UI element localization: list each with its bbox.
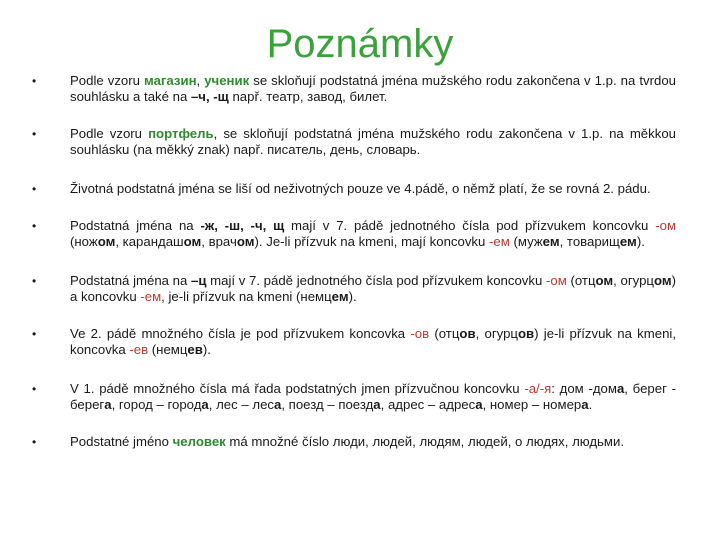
note-segment: -ом: [546, 273, 567, 288]
note-text: [70, 126, 676, 157]
note-segment: , лес – лес: [208, 397, 275, 412]
note-segment: ,: [196, 73, 205, 88]
note-segment: –ч, -щ: [190, 89, 229, 104]
note-segment: např. театр, завод, билет.: [228, 89, 388, 104]
note-segment: а: [581, 397, 589, 412]
note-text: [70, 73, 676, 104]
note-segment: : дом -дом: [551, 381, 617, 396]
note-item: [28, 326, 676, 358]
note-segment: а: [201, 397, 209, 412]
note-segment: -а/-я: [524, 381, 552, 396]
note-segment: (отц: [566, 273, 596, 288]
note-segment: , адрес – адрес: [380, 397, 476, 412]
note-segment: ов: [459, 326, 476, 341]
note-segment: se skloňují podstatná jména mužského rodu zakončena v 1.p. na tvrdou souhlásku a také na: [70, 73, 676, 104]
note-segment: ).: [202, 342, 211, 357]
note-segment: má množné číslo люди, людей, людям, людей, о людях, людьми.: [225, 434, 625, 449]
note-segment: ом: [236, 234, 255, 249]
notes-list: [28, 73, 676, 471]
note-segment: mají v 7. pádě jednotného čísla pod přízvukem koncovku: [284, 218, 656, 233]
note-segment: –ц: [191, 273, 207, 288]
note-segment: ем: [331, 289, 349, 304]
note-text: [70, 381, 676, 412]
bullet-icon: •: [32, 435, 37, 449]
note-segment: (муж: [509, 234, 543, 249]
note-segment: а: [373, 397, 381, 412]
note-segment: ) a koncovku: [70, 273, 677, 304]
note-segment: -ем: [140, 289, 162, 304]
note-segment: ученик: [204, 73, 250, 88]
note-item: [28, 273, 676, 305]
note-segment: ). Je-li přízvuk na kmeni, mají koncovku: [254, 234, 490, 249]
note-segment: , врач: [201, 234, 237, 249]
note-segment: , огурц: [613, 273, 654, 288]
note-segment: Podstatná jména na: [70, 218, 201, 233]
note-segment: , берег - берег: [70, 381, 676, 412]
note-segment: (нож: [70, 234, 98, 249]
note-segment: , товарищ: [559, 234, 620, 249]
note-segment: а: [616, 381, 625, 396]
note-segment: человек: [172, 434, 226, 449]
bullet-icon: •: [32, 219, 37, 233]
note-segment: Ve 2. pádě množného čísla je pod přízvukem koncovka: [70, 326, 411, 341]
note-segment: ).: [348, 289, 357, 304]
note-segment: , se skloňují podstatná jména mužského rodu zakončena v 1.p. na měkkou souhlásku (na měkký znak) např. писатель, день, словарь.: [70, 126, 676, 157]
note-item: [28, 126, 676, 158]
note-segment: , карандаш: [115, 234, 184, 249]
bullet-icon: •: [32, 182, 37, 196]
page-title: Poznámky: [266, 22, 454, 66]
note-segment: портфель: [148, 126, 214, 141]
note-item: [28, 381, 676, 413]
bullet-icon: •: [32, 327, 37, 341]
note-segment: магазин: [144, 73, 197, 88]
note-segment: -ем: [489, 234, 510, 249]
note-segment: , je-li přízvuk na kmeni (немц: [161, 289, 332, 304]
bullet-icon: •: [32, 74, 37, 88]
bullet-icon: •: [32, 382, 37, 396]
note-segment: а: [274, 397, 282, 412]
note-segment: Životná podstatná jména se liší od neživotných pouze ve 4.pádě, o němž platí, že se rovná 2. pádu.: [70, 181, 651, 196]
note-item: [28, 218, 676, 250]
note-segment: -ев: [129, 342, 149, 357]
note-text: [70, 181, 651, 196]
note-segment: ).: [636, 234, 645, 249]
note-segment: (отц: [429, 326, 460, 341]
note-segment: -ом: [655, 218, 677, 233]
note-segment: ом: [97, 234, 116, 249]
note-segment: V 1. pádě množného čísla má řada podstatných jmen přízvučnou koncovku: [70, 381, 525, 396]
note-segment: а: [104, 397, 112, 412]
note-segment: Podle vzoru: [70, 126, 149, 141]
note-segment: Podstatné jméno: [70, 434, 173, 449]
note-segment: ем: [542, 234, 560, 249]
note-segment: ом: [183, 234, 202, 249]
bullet-icon: •: [32, 127, 37, 141]
note-segment: .: [588, 397, 593, 412]
note-segment: mají v 7. pádě jednotného čísla pod přízvukem koncovku: [206, 273, 546, 288]
note-segment: , огурц: [475, 326, 518, 341]
note-segment: ов: [517, 326, 535, 341]
note-segment: ем: [619, 234, 637, 249]
note-segment: , номер – номер: [482, 397, 582, 412]
bullet-icon: •: [32, 274, 37, 288]
note-segment: ом: [595, 273, 614, 288]
note-item: [28, 73, 676, 105]
note-segment: -ов: [410, 326, 430, 341]
note-item: [28, 181, 676, 197]
note-segment: а: [475, 397, 483, 412]
note-segment: , поезд – поезд: [281, 397, 374, 412]
note-segment: ом: [653, 273, 672, 288]
note-segment: ев: [187, 342, 203, 357]
note-segment: -ж, -ш, -ч, щ: [200, 218, 285, 233]
note-item: [28, 434, 676, 450]
note-text: [70, 434, 624, 449]
note-text: [70, 273, 676, 304]
note-text: [70, 326, 676, 357]
note-segment: (немц: [148, 342, 188, 357]
note-segment: ) je-li přízvuk na kmeni, koncovka: [70, 326, 677, 357]
note-text: [70, 218, 676, 249]
note-segment: Podstatná jména na: [70, 273, 192, 288]
note-segment: , город – город: [111, 397, 202, 412]
note-segment: Podle vzoru: [70, 73, 144, 88]
